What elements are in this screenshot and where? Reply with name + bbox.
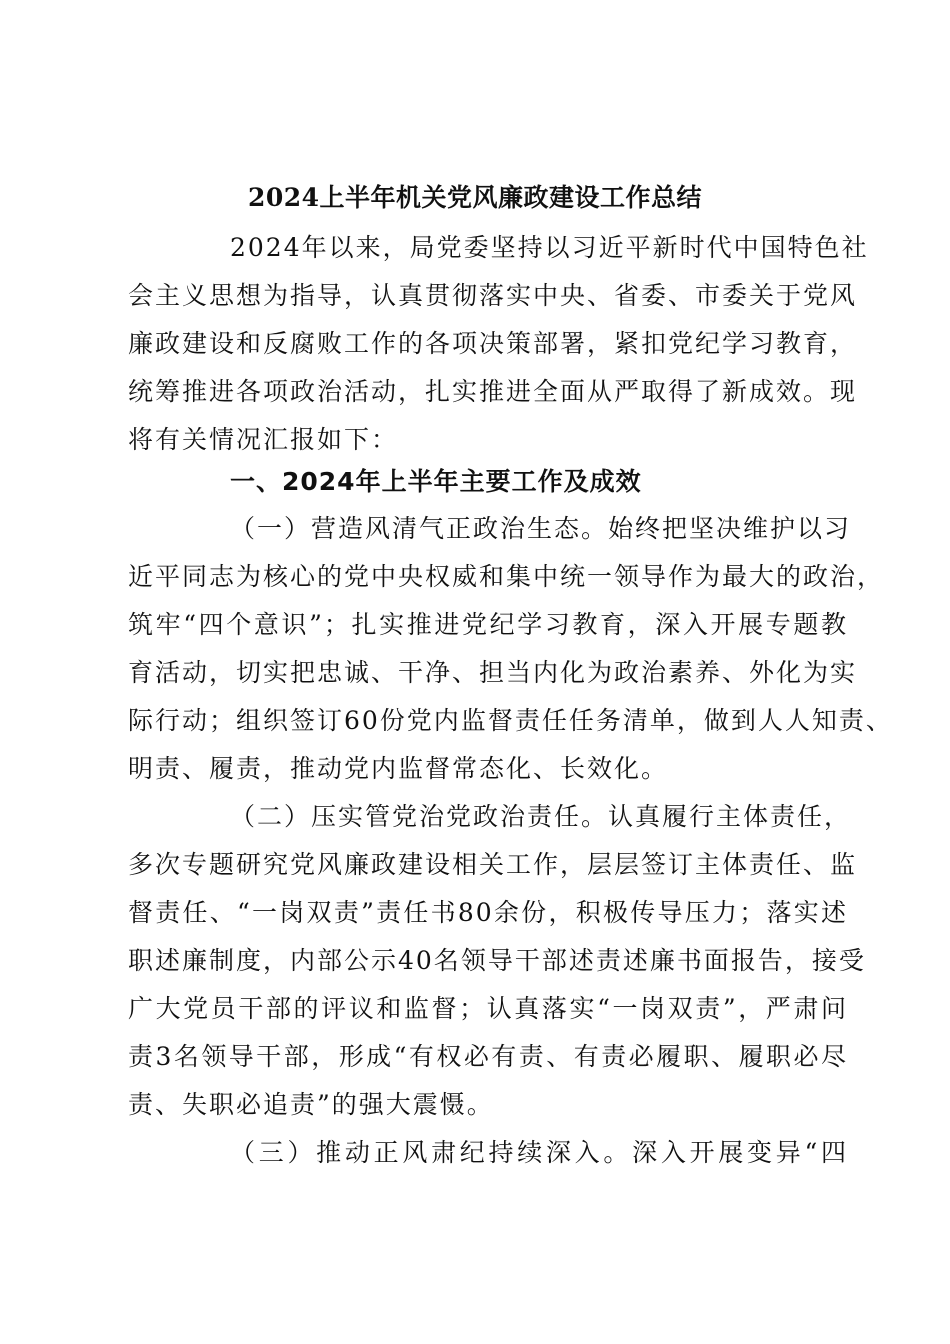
section-heading: 一、2024年上半年主要工作及成效 [230,467,642,496]
subsection-1-line: 育活动，切实把忠诚、干净、担当内化为政治素养、外化为实 [128,658,858,687]
intro-line: 会主义思想为指导，认真贯彻落实中央、省委、市委关于党风 [128,281,858,310]
subsection-2-line: 多次专题研究党风廉政建设相关工作，层层签订主体责任、监 [128,850,858,879]
subsection-1-line: 际行动；组织签订60份党内监督责任任务清单，做到人人知责、 [128,706,893,735]
subsection-2-lead: （二）压实管党治党政治责任。 [230,802,609,831]
subsection-2-line: 督责任、“一岗双责”责任书80余份，积极传导压力；落实述 [128,898,848,927]
subsection-1-line: 筑牢“四个意识”；扎实推进党纪学习教育，深入开展专题教 [128,610,848,639]
subsection-3-lead: （三）推动正风肃纪持续深入。 [230,1138,633,1167]
subsection-2-first-line [230,797,852,837]
subsection-1-line: 近平同志为核心的党中央权威和集中统一领导作为最大的政治， [128,562,885,591]
subsection-1-line: 明责、履责，推动党内监督常态化、长效化。 [128,754,669,783]
subsection-1-lead: （一）营造风清气正政治生态。 [230,514,609,543]
intro-line: 统筹推进各项政治活动，扎实推进全面从严取得了新成效。现 [128,377,858,406]
document-title: 2024上半年机关党风廉政建设工作总结 [247,183,703,212]
subsection-1-text: 始终把坚决维护以习 [608,514,852,543]
subsection-2-line: 职述廉制度，内部公示40名领导干部述责述廉书面报告，接受 [128,946,866,975]
subsection-2-line: 责3名领导干部，形成“有权必有责、有责必履职、履职必尽 [128,1042,848,1071]
subsection-2-line: 广大党员干部的评议和监督；认真落实“一岗双责”，严肃问 [128,994,848,1023]
subsection-1-first-line [230,509,852,549]
subsection-2-line: 责、失职必追责”的强大震慑。 [128,1090,494,1119]
subsection-2-text: 认真履行主体责任， [608,802,852,831]
intro-line: 2024年以来，局党委坚持以习近平新时代中国特色社 [230,233,869,262]
intro-line: 廉政建设和反腐败工作的各项决策部署，紧扣党纪学习教育， [128,329,858,358]
subsection-3-first-line [230,1133,848,1173]
subsection-3-text: 深入开展变异“四 [632,1138,848,1167]
intro-line: 将有关情况汇报如下： [128,425,399,454]
